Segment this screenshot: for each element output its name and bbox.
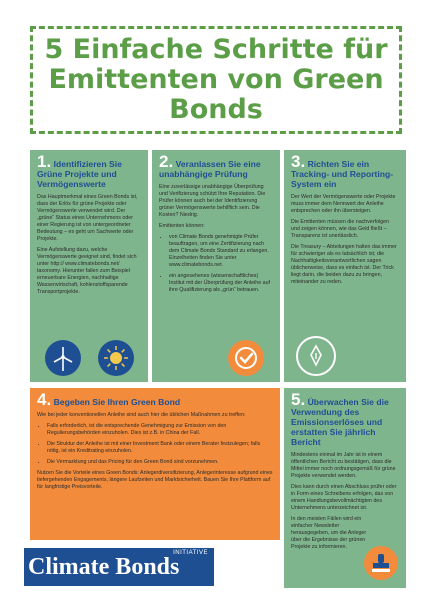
sun-icon: [98, 340, 134, 376]
step2-body: [159, 184, 273, 294]
step4-number: 4.: [37, 390, 52, 409]
step3-heading: [291, 152, 399, 189]
stamp-icon: [364, 546, 398, 580]
step3-number: 3.: [291, 152, 306, 171]
step1-text1: Das Hauptmerkmal eines Green Bonds ist, dass der Erlös für grüne Projekte oder Vermögenswerte verwendet wird. Der „grüne“ Status eines Unternehmens oder einer Regierung ist von untergeordneter Bedeutung – es geht um Sachwerte oder Projekte.: [37, 194, 138, 242]
step5-panel: [284, 388, 406, 588]
step3-panel: [284, 150, 406, 382]
step3-icons: [290, 336, 400, 376]
step5-heading-text: Überwachen Sie die Verwendung des Emissionserlöses und erstatten Sie jährlich Bericht: [291, 397, 389, 447]
logo-initiative: INITIATIVE: [173, 550, 208, 556]
list-item: • Falls erforderlich, ist die entsprechende Genehmigung zur Emission von den Regulierungsbehörden einzuholen. Dies ist z.B. in China der Fall.: [47, 423, 273, 437]
step5-heading: [291, 390, 399, 447]
list-item: • von Climate Bonds genehmigte Prüfer beauftragen, um eine Zertifizierung nach dem Climate Bonds Standard zu erlangen. Einzelheiten finden Sie unter www.climatebonds.net.: [169, 234, 273, 269]
title-box: [30, 26, 402, 134]
step2-icons: [158, 340, 274, 376]
step1-body: [37, 194, 141, 296]
step4-heading-text: Begeben Sie Ihren Green Bond: [53, 397, 181, 407]
step5-text3: In den meisten Fällen wird ein einfacher Newsletter herausgegeben, um die Anleger über die Ergebnisse der grünen Projekte zu informieren.: [291, 516, 367, 550]
page-title: 5 Einfache Schritte für Emittenten von Green Bonds: [44, 34, 388, 125]
step1-panel: [30, 150, 148, 382]
step3-body: [291, 194, 399, 286]
step3-text1: Der Wert der Vermögenswerte oder Projekte muss immer dem Nennwert der Anleihe entsprechen oder ihn übersteigen.: [291, 194, 396, 214]
step1-heading-text: Identifizieren Sie Grüne Projekte und Vermögenswerte: [37, 159, 122, 189]
step2-heading-text: Veranlassen Sie eine unabhängige Prüfung: [159, 159, 261, 179]
step4-text2: Nutzen Sie die Vorteile eines Green Bonds: Anlegerdiversifizierung, Anlegerinteresse aufgrund eines tiefergehenden Engagements, längere Laufzeiten und Marktsicherheit. Bauen Sie Ihre Plattform auf für langfristige Preisvorteile.: [37, 470, 273, 490]
step3-text3: Die Treasury – Abteilungen halten das immer für schwieriger als es tatsächlich ist; die Nachhaltigkeitsverantwortlichen sagen üblicherweise, dass es einfach ist. Der Trick liegt darin, die beiden dazu zu bringen, miteinander zu reden.: [291, 244, 397, 285]
step4-heading: [37, 390, 273, 409]
step5-number: 5.: [291, 390, 306, 409]
list-item: • Die Struktur der Anleihe ist mit einer Investment Bank oder einem Berater festzulegen; falls nötig, ist ein Kreditrating einzuholen.: [47, 441, 273, 455]
step4-text1: Wie bei jeder konventionellen Anleihe sind auch hier die üblichen Maßnahmen zu treffen:: [37, 412, 246, 418]
step2-heading: [159, 152, 273, 179]
step1-text2: Eine Aufstellung dazu, welche Vermögenswerte geeignet sind, findet sich unter http:// www.climatebonds.net/ taxonomy. Hierunter fallen zum Beispiel erneuerbare Energien, nachhaltige Wasserwirtschaft, kohlenstoffsparende Transportprojekte.: [37, 247, 137, 295]
step1-icons: [36, 340, 142, 376]
step1-number: 1.: [37, 152, 52, 171]
step2-panel: [152, 150, 280, 382]
list-item: • Die Vermarktung und das Pricing für den Green Bond sind vorzunehmen.: [47, 459, 273, 466]
step5-text2: Dies kann durch einen Abschluss prüfer oder in Form eines Schreibens erfolgen, das von einem Handlungsbevollmächtigten des Unternehmens unterzeichnet ist.: [291, 484, 397, 511]
step1-heading: [37, 152, 141, 189]
fountain-pen-icon: [296, 336, 336, 376]
step4-list: [37, 423, 273, 466]
step4-panel: [30, 388, 280, 540]
step2-text2: Emittenten können:: [159, 223, 205, 229]
step3-heading-text: Richten Sie ein Tracking- und Reporting-System ein: [291, 159, 394, 189]
step3-text2: Die Emittenten müssen die nachverfolgen und zeigen können, wie das Geld fließt – Transparenz ist unerlässlich.: [291, 219, 390, 239]
step5-body: [291, 452, 399, 551]
step4-body: [37, 412, 273, 491]
step2-number: 2.: [159, 152, 174, 171]
logo-text: Climate Bonds: [28, 553, 180, 580]
step2-list: [159, 234, 273, 294]
step2-text1: Eine zuverlässige unabhängige Überprüfung und Verifizierung schützt Ihre Reputation. Die Prüfer können auch bei der Identifizierung grüner Vermögenswerte behilflich sein. Die Kosten? Niedrig.: [159, 184, 266, 218]
step5-text1: Mindestens einmal im Jahr ist in einem öffentlichen Bericht zu bestätigen, dass die Mittel immer noch ordnungsgemäß für grüne Projekte verwendet werden.: [291, 452, 396, 479]
wind-turbine-icon: [45, 340, 81, 376]
climate-bonds-logo: [24, 548, 214, 586]
list-item: • ein angesehenes (wissenschaftliches) Institut mit der Überprüfung der Anleihe auf ihre Qualifizierung als „grün“ betrauen.: [169, 273, 273, 294]
checkmark-icon: [228, 340, 264, 376]
